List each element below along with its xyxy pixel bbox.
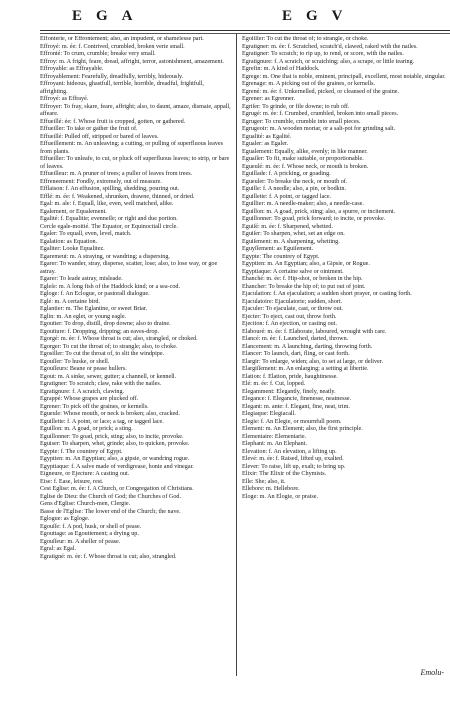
dictionary-entry: Egalité: f. Equalitie; evenneſſe; or right and due portion. (40, 216, 178, 222)
dictionary-entry: Efflé: m. ée: f. Weakened, shrunken, drawne, thinned, or dried. (40, 193, 195, 200)
dictionary-entry: Egouſſe: f. A pod, husk, or shell of pease. (40, 523, 142, 530)
dictionary-entry: Egyptien: m. An Egyptian; also, a Gipsie, or Rogue. (242, 261, 370, 267)
dictionary-entry: Effroyable: as Effrayable. (40, 66, 104, 72)
dictionary-entry: Elegie: f. An Elegie, or mournfull poem. (242, 418, 342, 425)
dictionary-entry: Egrener: as Egrenner. (242, 96, 296, 102)
dictionary-entry: Eglogue: as Egloge. (40, 516, 90, 522)
dictionary-entry: Elevation: f. An elevation, a lifting up. (242, 448, 337, 455)
left-column (40, 36, 232, 676)
dictionary-entry: Eguillier: m. A needle-maker; also, a needle-case. (242, 201, 364, 207)
dictionary-entry: Egyptiaque: A certaine salve or ointment. (242, 268, 344, 275)
dictionary-entry: Ejaculer: To ejaculate, cast, or throw out. (242, 306, 343, 312)
dictionary-entry: Egueulé: m. ée: f. Whose neck, or mouth is broken. (242, 163, 369, 170)
dictionary-entry: Elevé: m. ée: f. Raised, lifted up, exalted. (242, 456, 344, 462)
dictionary-entry: Egosiller: To cut the throat of, to slit the windpipe. (40, 351, 165, 357)
dictionary-entry: Egualement: Equally, alike, evenly; in like manner. (242, 148, 368, 155)
dictionary-entry: Egout: m. A sinke, sewer, gutter; a channell, or kennell. (40, 373, 177, 380)
dictionary-entry: Ejaculation: f. An ejaculation; a sudden short prayer, or casting forth. (242, 291, 412, 297)
dictionary-entry: Gens d'Eglise: Church-men, Clergie. (40, 501, 131, 507)
dictionary-entry: Eguillette: f. A point, or lace; a tag, or tagged lace. (40, 418, 164, 425)
dictionary-entry: Elabouré: m. ée: f. Elaborate, laboured, wrought with care. (242, 328, 387, 335)
dictionary-entry: Eglise de Dieu: the Church of God; the Churches of God. (40, 493, 182, 500)
dictionary-entry: Effroyé: as Effrayé. (40, 96, 89, 102)
dictionary-entry: Egarer: To leade astray, misleade. (40, 276, 123, 282)
dictionary-entry: Eguiſé: m. ée: f. Sharpened, whetted. (242, 223, 333, 230)
dictionary-entry: Egorger: To cut the throat of; to strangle; also, to choke. (40, 343, 178, 350)
dictionary-entry: Eise: f. Ease, leisure, rest. (40, 478, 104, 485)
dictionary-entry: Egorgé: m. ée: f. Whose throat is cut; also, strangled, or choked. (40, 336, 198, 342)
dictionary-entry: Egyptiaque: f. A salve made of verdigrease, honie and vinegar. (40, 463, 194, 470)
dictionary-entry: Elancé: m. ée: f. Launched, darted, thrown. (242, 336, 349, 342)
dictionary-entry: Elever: To raise, lift up, exalt; to bring up. (242, 463, 346, 470)
dictionary-entry: Egratigner: m. ée: f. Scratched, scratch'd, clawed, raked with the nailes. (242, 43, 418, 50)
dictionary-entry: Egarer: To wander, stray, disperse, scatter, lose; also, to lose way, or goe astray. (40, 261, 218, 275)
right-column (242, 36, 446, 676)
dictionary-entry: Eguaſſer: To fit, make suitable, or proportionable. (242, 156, 364, 162)
dictionary-entry: Eglé: m. A certaine bird. (40, 298, 101, 305)
dictionary-entry: Egualité: as Egalité. (242, 133, 292, 140)
dictionary-entry: Egaremeut: m. A straying, or wandring; a dispersing. (40, 253, 170, 260)
dictionary-entry: Egypte: The countrey of Egypt. (242, 253, 320, 260)
dictionary-entry: Elancement: m. A launching, darting, throwing forth. (242, 343, 373, 350)
dictionary-entry: Ehanché: m. ée: f. Hip-shot, or broken in the hip. (242, 276, 363, 282)
dictionary-entry: Effueilleur: m. A pruner of trees; a puller of leaves from trees. (40, 171, 193, 177)
dictionary-entry: Basse de l'Eglise: The lower end of the Church; the nave. (40, 508, 181, 515)
dictionary-entry: Egrefin: m. A kind of Haddock. (242, 66, 320, 72)
dictionary-entry: Eguyſſement: as Eguiſement. (242, 246, 314, 252)
dictionary-entry: Elargiſſement: m. An enlarging; a setting at libertie. (242, 366, 369, 372)
dictionary-entry: Effroy: m. A fright, feare, dread, affright, terror, astonishment, amazement. (40, 58, 224, 65)
dictionary-entry: Egrener: To pick off the graines, or kernells. (40, 403, 149, 410)
dictionary-entry: Egalation: as Equation. (40, 238, 98, 245)
dictionary-entry: Egouſſeur: m. A sheller of pease. (40, 538, 121, 545)
dictionary-entry: Eglantier: m. The Eglantine, or sweet Briar. (40, 306, 148, 312)
dictionary-entry: Eguiſer: To sharpen, whet, set an edge on. (242, 231, 345, 237)
dictionary-entry: Egaliter: Looke Equalitez. (40, 246, 105, 252)
dictionary-entry: Ejecter: To eject, cast out, throw forth. (242, 313, 337, 320)
dictionary-entry: Effueillé: Pulled off, stripped or bared of leaves. (40, 133, 159, 140)
dictionary-entry: Ellebore: m. Hellebore. (242, 486, 300, 492)
dictionary-entry: Elixir: The Elixir of the Chymists. (242, 471, 327, 477)
dictionary-entry: Egrappé: Whose grapes are plucked off. (40, 396, 139, 402)
dictionary-entry: Egouttage: as Egouttement; a drying up. (40, 531, 139, 537)
dictionary-entry: Eguillon: m. A goad, prick, sting; also, a spurre, or incitement. (242, 208, 396, 215)
dictionary-entry: Eglin: m. An eglet, or young eagle. (40, 313, 127, 320)
dictionary-entry: Elegiaque: Elegiacall. (242, 411, 296, 417)
dictionary-entry: Elle: She; also, it. (242, 478, 286, 485)
dictionary-entry: Elé: m. ée: f. Cut, lopped. (242, 381, 306, 387)
dictionary-entry: Effueiller: To unleafe, to cut, or pluck off superfluous leaves; to strip, or bare of leaves. (40, 156, 230, 170)
dictionary-entry: Eigneure, or Ejecture: A casting out. (40, 471, 130, 477)
dictionary-entry: Eguillette: f. A point, or tagged lace. (242, 193, 332, 200)
dictionary-entry: Eloge: m. An Elogie, or praise. (242, 493, 319, 500)
dictionary-entry: Effonterie, or Effrontement; also, an impudent, or shamelesse part. (40, 36, 204, 42)
dictionary-entry: Effueiller: To take or gather the fruit of. (40, 126, 138, 132)
dictionary-entry: Egratigner: To scratch; to rip up, to rend, or score, with the nailes. (242, 51, 404, 57)
dictionary-entry: Egoutter: To drop, distill, drop downe; also to draine. (40, 321, 171, 327)
dictionary-entry: Eguillonner: To goad, prick, sting; also, to incite, provoke. (40, 433, 184, 440)
dictionary-entry: Effroyablement: Fearefully, dreadfully, terribly, hideously. (40, 73, 184, 80)
dictionary-entry: Egrené: m. ée: f. Unkernelled, picked, or cleansed of the graine. (242, 88, 400, 95)
catchword: Emolu- (420, 668, 444, 677)
dictionary-entry: Egalement, or Equalement. (40, 208, 107, 215)
dictionary-entry: Egrenage: m. A picking out of the graines, or kernells. (242, 81, 376, 87)
dictionary-entry: Egrege: m. One that is noble, eminent, principall, excellent, most notable, singular. (242, 73, 446, 80)
dictionary-entry: Effronté: To crum, crumble; breake very small. (40, 51, 156, 57)
dictionary-entry: Eguillade: f. A pricking, or goading. (242, 171, 331, 177)
dictionary-entry: Elegamment: Elegantly, finely, neatly. (242, 388, 336, 395)
dictionary-entry: Egualer: as Egaler. (242, 141, 289, 147)
dictionary-entry: Egouſſeurs: Beane or pease hullers. (40, 366, 127, 372)
column-divider (236, 34, 237, 676)
dictionary-entry: Egratignure: f. A scratch, or scratching; also, a scrape, or little tearing. (242, 58, 415, 65)
dictionary-entry: Effroyé: m. ée: f. Contrived, crumbled, broken verie small. (40, 43, 185, 50)
dictionary-entry: Eguille: f. A needle; also, a pin, or bodkin. (242, 186, 347, 192)
dictionary-entry: Egrugeoir: m. A wooden mortar, or a salt-pot for grinding salt. (242, 126, 396, 132)
dictionary-entry: Egueule: Whose mouth, or neck is broken; also, cracked. (40, 411, 180, 417)
dictionary-entry: Egoutture: f. Dropping, dripping; an eaves-drop. (40, 328, 160, 335)
dictionary-entry: Egueuler: To breake the neck, or mouth of. (242, 178, 348, 185)
dictionary-entry: Egal: m. ale: f. Equall, like, even, well matched, alike. (40, 201, 174, 207)
dictionary-entry: Elation: f. Elation, pride, haughtinesse. (242, 373, 338, 380)
dictionary-entry: Egriſer: To grinde, or file downe; to rub off. (242, 103, 350, 110)
dictionary-entry: Cercle egale-moitié. The Equator, or Equinoctiall circle. (40, 223, 178, 230)
dictionary-entry: Ejection: f. An ejection, or casting out. (242, 321, 337, 327)
dictionary-entry: Eguiſement: m. A sharpening, whetting. (242, 238, 340, 245)
dictionary-entry: Effueillement: m. An unleaving; a cutting, or pulling of superfluous leaves from plants. (40, 141, 224, 155)
dictionary-entry: Eguillon: m. A goad, or prick; a sting. (40, 426, 133, 432)
dictionary-entry: Effueillé: ée: f. Whose fruit is cropped, gotten, or gathered. (40, 118, 186, 125)
dictionary-entry: Effroyant: hideous, ghastfull, terrible, horrible, dreadful, frightfull, affrighting. (40, 81, 204, 95)
dictionary-entry: Egratignure: f. A scratch, clawing. (40, 388, 125, 395)
dictionary-entry: Elancer: To launch, dart, fling, or cast forth. (242, 351, 350, 357)
dictionary-entry: Egruger: To crumble, crumble into small pieces. (242, 118, 361, 125)
dictionary-entry: Egaler: To equall, even, level, match. (40, 231, 132, 237)
dictionary-entry: Ehancher: To breake the hip of; to put out of joint. (242, 283, 366, 290)
dictionary-entry: Egral: as Egal. (40, 546, 76, 552)
left-running-head: EGA (72, 8, 147, 24)
dictionary-entry: Egloge: f. An Eclogue, or pastorall dialogue. (40, 291, 150, 297)
dictionary-entry: Egouſſer: To huske, or shell. (40, 358, 110, 365)
dictionary-entry: Cest Eglise: m. ée: f. A Church, or Congregation of Christians. (40, 486, 194, 492)
dictionary-entry: Egyptien: m. An Egyptian; also, a gipsie, or wandring rogue. (40, 456, 190, 462)
header-rule-secondary (40, 33, 450, 34)
right-running-head: EGV (282, 8, 357, 24)
dictionary-entry: Elegant: m. ante: f. Elegant, fine, neat, trim. (242, 403, 350, 410)
dictionary-entry: Eguiser: To sharpen, whet, grinde; also, to quicken, provoke. (40, 441, 190, 447)
dictionary-entry: Efflaison: f. An effusion, spilling, shedding, pouring out. (40, 186, 180, 192)
dictionary-entry: Ejaculatoire: Ejaculatorie; sudden, short. (242, 298, 343, 305)
dictionary-entry: Eguillonner: To goad, prick forward; to incite, or provoke. (242, 216, 386, 222)
dictionary-entry: Elephant: m. An Elephant. (242, 441, 307, 447)
dictionary-entry: Egypte: f. The countrey of Egypt. (40, 448, 123, 455)
dictionary-entry: Egratigné: m. ée: f. Whose throat is cut; also, strangled. (40, 553, 177, 560)
dictionary-entry: Egoſiller: To cut the throat of; to strangle, or choke. (242, 36, 369, 42)
header-rule (40, 30, 450, 31)
dictionary-entry: Effreneement: Fondly, extremely, out of measure. (40, 178, 162, 185)
dictionary-entry: Elegance: f. Elegancie, finenesse, neatnesse. (242, 396, 352, 402)
dictionary-entry: Egratigner: To scratch; claw, rake with the nailes. (40, 381, 162, 387)
dictionary-entry: Egleſe: m. A long fish of the Haddock kind; or a sea-cod. (40, 283, 181, 290)
dictionary-entry: Egrugé: m. ée: f. Crumbed, crumbled, broken into small pieces. (242, 111, 399, 117)
dictionary-entry: Elargir: To enlarge, widen; also, to set at large, or deliver. (242, 358, 383, 365)
dictionary-entry: Element: m. An Element; also, the first principle. (242, 426, 363, 432)
dictionary-entry: Effroyer: To fray, skare, feare, affright; also, to daunt, amaze, dismaie, appall, affeare. (40, 103, 231, 117)
dictionary-entry: Elementaire: Elementarie. (242, 433, 307, 440)
